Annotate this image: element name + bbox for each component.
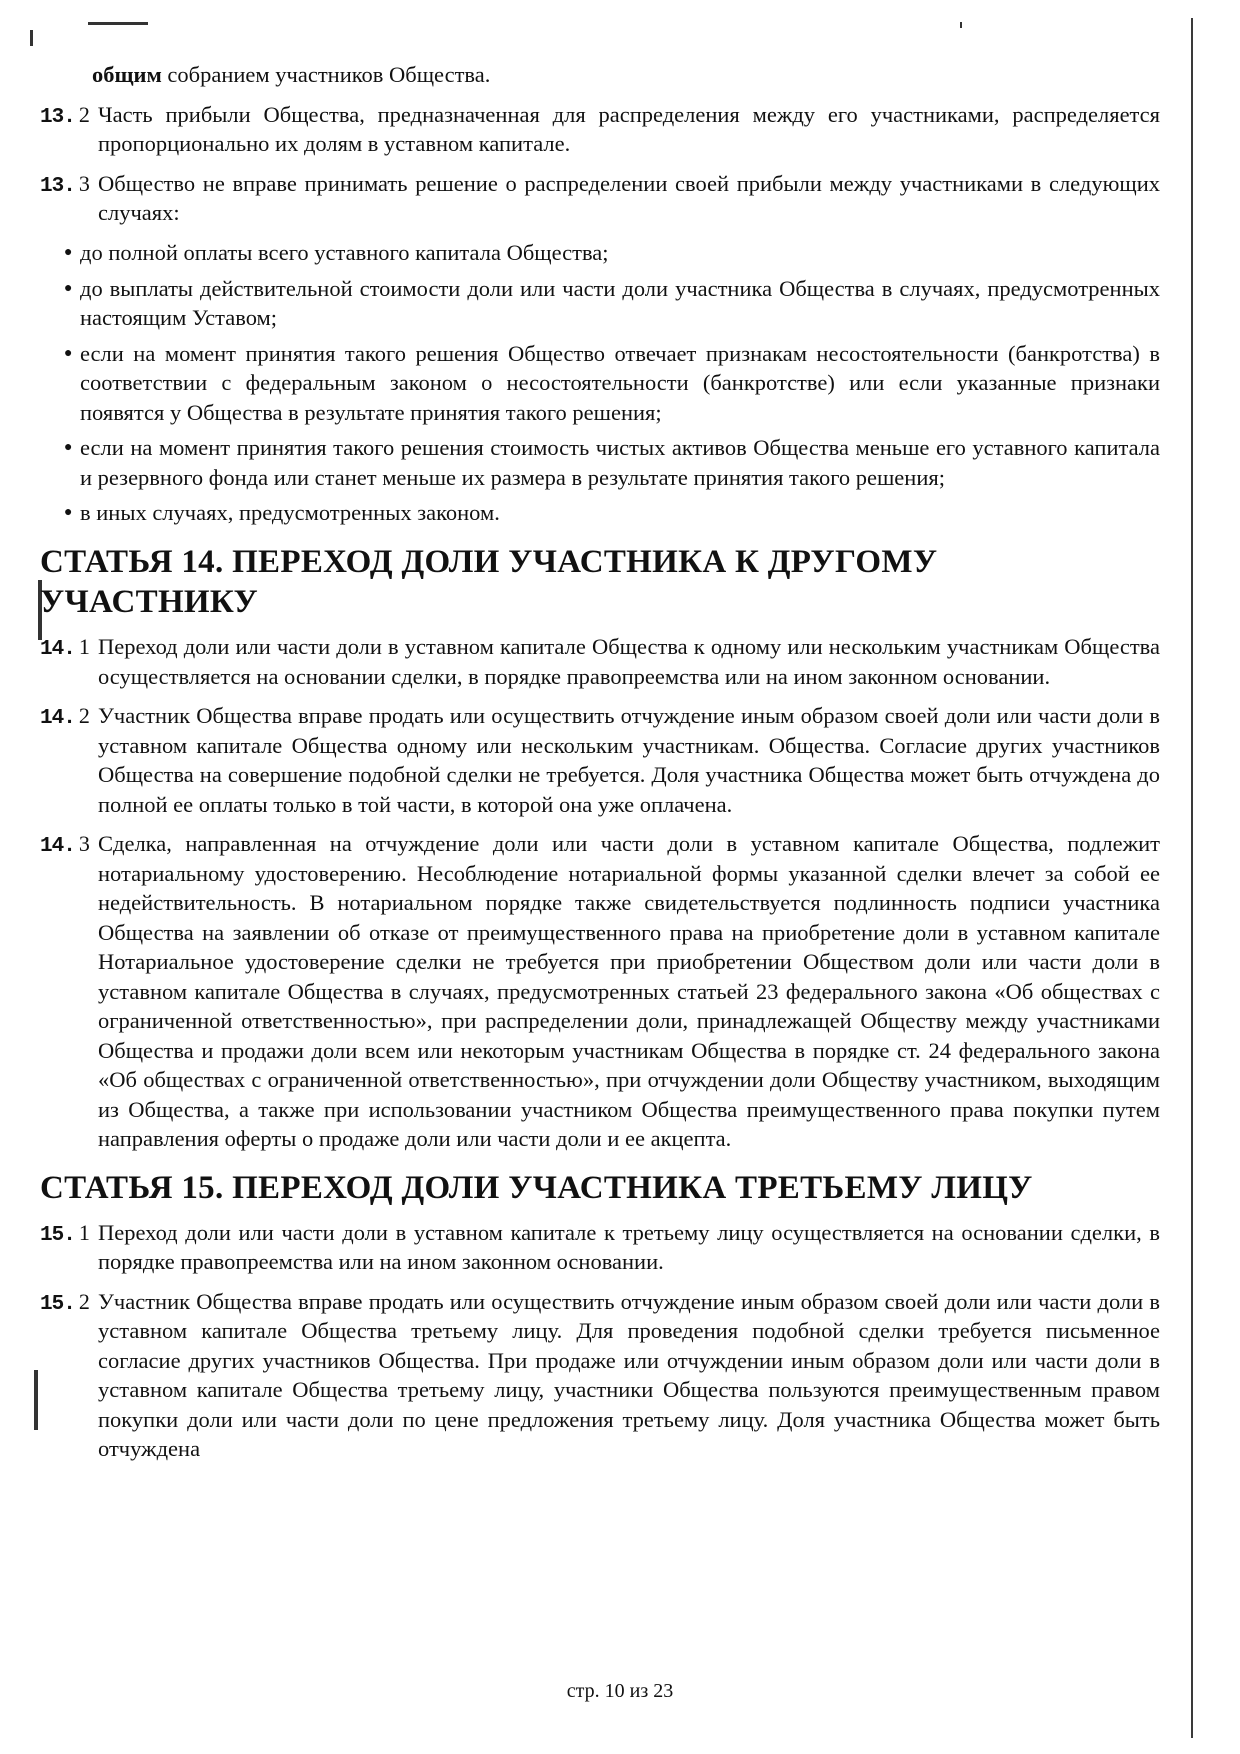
clause-text: Часть прибыли Общества, предназначенная для распределения между его участниками, распределяется пропорционально их долям в уставном капитале. — [98, 101, 1160, 156]
clause-number: 15. 1 — [40, 1219, 89, 1247]
intro-line — [92, 60, 1160, 90]
scan-edge-line — [1191, 18, 1193, 1738]
clause-number: 13. 3 — [40, 170, 89, 198]
scan-mark — [30, 30, 33, 46]
bullet-list — [64, 238, 1160, 529]
list-item: ● если на момент принятия такого решения Общество отвечает признакам несостоятельности (банкротства) в соответствии с федеральным законом о несостоятельности (банкротстве) или если указанные признаки появятся у Общества в результате принятия такого решения; — [64, 339, 1160, 428]
clause-14-3 — [40, 829, 1160, 1154]
document-body — [40, 60, 1160, 1474]
clause-number: 13. 2 — [40, 101, 89, 129]
bullet-icon: ● — [64, 244, 73, 260]
list-item: ● до полной оплаты всего уставного капитала Общества; — [64, 238, 1160, 268]
page-number: стр. 10 из 23 — [566, 1680, 674, 1702]
list-item: ● в иных случаях, предусмотренных законом. — [64, 498, 1160, 528]
article-15-heading: СТАТЬЯ 15. ПЕРЕХОД ДОЛИ УЧАСТНИКА ТРЕТЬЕМУ ЛИЦУ — [40, 1169, 1033, 1206]
article-14-heading: СТАТЬЯ 14. ПЕРЕХОД ДОЛИ УЧАСТНИКА К ДРУГОМУ УЧАСТНИКУ — [40, 544, 938, 620]
clause-number: 14. 3 — [40, 831, 89, 858]
intro-lead: общим — [92, 62, 162, 87]
clause-15-1 — [40, 1218, 1160, 1277]
clause-13-3 — [40, 169, 1160, 228]
scan-mark — [88, 22, 148, 25]
bullet-icon: ● — [64, 280, 73, 296]
clause-14-2 — [40, 701, 1160, 819]
scan-mark — [34, 1370, 38, 1430]
clause-number: 15. 2 — [40, 1288, 89, 1316]
clause-text: Переход доли или части доли в уставном капитале к третьему лицу осуществляется на основании сделки, в порядке правопреемства или на ином законном основании. — [98, 1219, 1160, 1274]
clause-number: 14. 1 — [40, 634, 89, 661]
clause-13-2 — [40, 100, 1160, 159]
clause-text: Участник Общества вправе продать или осуществить отчуждение иным образом своей доли или части доли в уставном капитале Общества одному или нескольким участникам. Общества. Согласие других участников Общества на совершение подобной сделки не требуется. Доля участника Общества может быть отчуждена до полной ее оплаты только в той части, в которой она уже оплачена. — [98, 703, 1160, 817]
intro-rest: собранием участников Общества. — [167, 62, 491, 87]
bullet-icon: ● — [64, 505, 73, 520]
clause-text: Сделка, направленная на отчуждение доли или части доли в уставном капитале Общества, подлежит нотариальному удостоверению. Несоблюдение нотариальной формы указанной сделки влечет за собой ее недействительность. В нотариальном порядке также свидетельствуется подлинность подписи участника Общества на заявлении об отказе от преимущественного права на приобретение доли в уставном капитале Нотариальное удостоверение сделки не требуется при приобретении Обществом доли или части доли в уставном капитале Общества в случаях, предусмотренных статьей 23 федерального закона «Об обществах с ограниченной ответственностью», при распределении доли, принадлежащей Обществу между участниками Общества и продажи доли всем или некоторым участникам Общества в порядке ст. 24 федерального закона «Об обществах с ограниченной ответственностью», при отчуждении доли Обществу участником, выходящим из Общества, а также при использовании участником Общества преимущественного права покупки путем направления оферты о продаже доли или части доли и ее акцепта. — [98, 831, 1160, 1151]
list-item: ● до выплаты действительной стоимости доли или части доли участника Общества в случаях, предусмотренных настоящим Уставом; — [64, 274, 1160, 333]
clause-text: Общество не вправе принимать решение о распределении своей прибыли между участниками в следующих случаях: — [98, 170, 1160, 225]
clause-number: 14. 2 — [40, 703, 89, 730]
clause-14-1 — [40, 632, 1160, 691]
clause-text: Участник Общества вправе продать или осуществить отчуждение иным образом своей доли или части доли в уставном капитале Общества третьему лицу. Для проведения подобной сделки требуется письменное согласие других участников Общества. При продаже или отчуждении иным образом доли или части доли в уставном капитале Общества третьему лицу, участники Общества пользуются преимущественным правом покупки доли или части доли по цене предложения третьему лицу. Доля участника Общества может быть отчуждена — [98, 1288, 1160, 1461]
clause-text: Переход доли или части доли в уставном капитале Общества к одному или нескольким участникам Общества осуществляется на основании сделки, в порядке правопреемства или на ином законном основании. — [98, 634, 1160, 689]
scan-mark — [960, 22, 962, 28]
list-item: ● если на момент принятия такого решения стоимость чистых активов Общества меньше его уставного капитала и резервного фонда или станет меньше их размера в результате принятия такого решения; — [64, 433, 1160, 492]
bullet-icon: ● — [64, 440, 73, 455]
clause-15-2 — [40, 1287, 1160, 1464]
bullet-icon: ● — [64, 345, 73, 361]
